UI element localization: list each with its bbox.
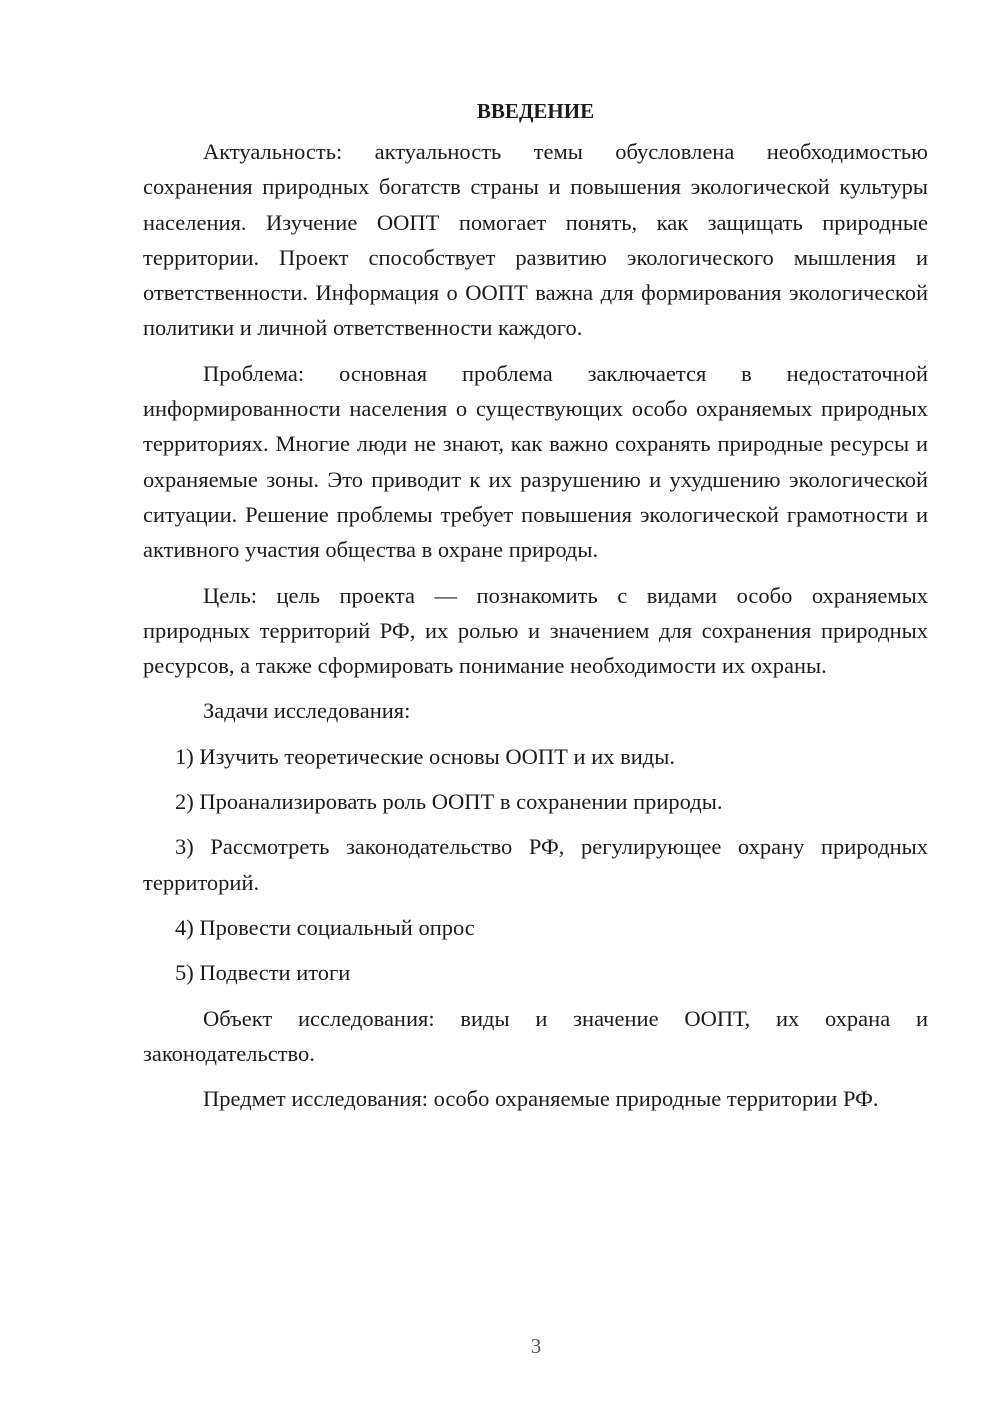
relevance-paragraph: Актуальность: актуальность темы обусловлена необходимостью сохранения природных богатств страны и повышения экологической культуры населения. Изучение ООПТ помогает понять, как защищать природные территории. Проект способствует развитию экологического мышления и ответственности. Информация о ООПТ важна для формирования экологической политики и личной ответственности каждого.	[143, 139, 928, 341]
task-item-1: 1) Изучить теоретические основы ООПТ и их виды.	[175, 743, 675, 769]
object-paragraph: Объект исследования: виды и значение ООПТ, их охрана и законодательство.	[143, 1005, 928, 1066]
goal-paragraph: Цель: цель проекта — познакомить с видами особо охраняемых природных территорий РФ, их ролью и значением для сохранения природных ресурсов, а также сформировать понимание необходимости их охраны.	[143, 582, 928, 679]
task-item-4: 4) Провести социальный опрос	[175, 914, 475, 940]
page-content	[143, 96, 928, 1126]
page-number: 3	[530, 1334, 542, 1358]
task-item-2: 2) Проанализировать роль ООПТ в сохранении природы.	[175, 789, 723, 815]
problem-paragraph: Проблема: основная проблема заключается в недостаточной информированности населения о существующих особо охраняемых природных территориях. Многие люди не знают, как важно сохранять природные ресурсы и охраняемые зоны. Это приводит к их разрушению и ухудшению экологической ситуации. Решение проблемы требует повышения экологической грамотности и активного участия общества в охране природы.	[143, 360, 928, 563]
subject-paragraph: Предмет исследования: особо охраняемые природные территории РФ.	[203, 1086, 879, 1112]
section-title: ВВЕДЕНИЕ	[476, 99, 595, 123]
task-item-5: 5) Подвести итоги	[175, 960, 351, 986]
task-item-3: 3) Рассмотреть законодательство РФ, регулирующее охрану природных территорий.	[143, 834, 928, 895]
tasks-heading: Задачи исследования:	[203, 698, 411, 724]
